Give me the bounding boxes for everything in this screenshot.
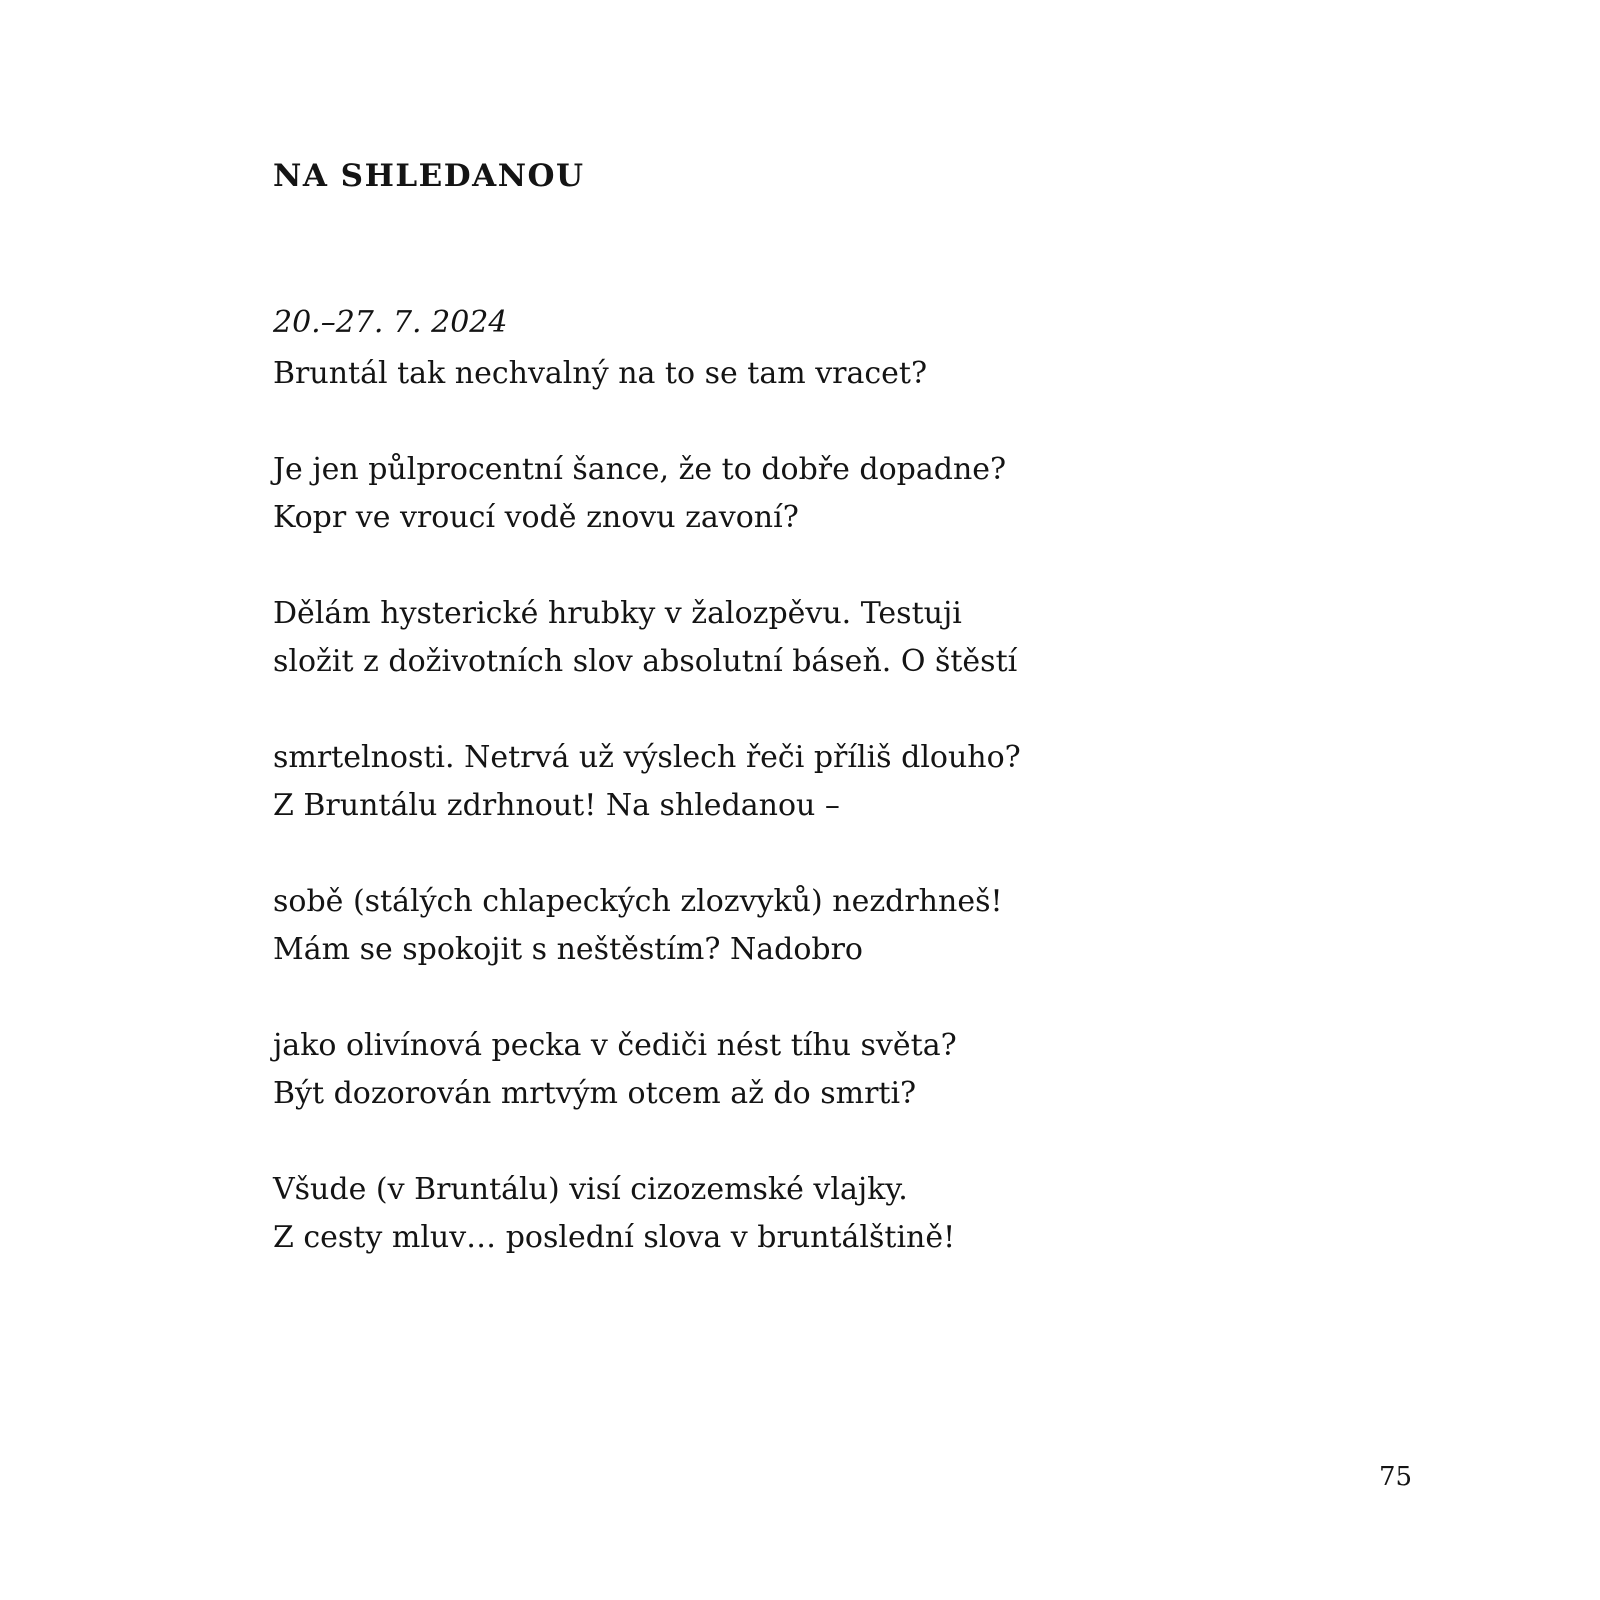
stanza <box>273 1166 955 1262</box>
poem-line: složit z doživotních slov absolutní báseň. O štěstí <box>273 644 1018 679</box>
poem-line: Být dozorován mrtvým otcem až do smrti? <box>273 1076 917 1111</box>
poem-line: Bruntál tak nechvalný na to se tam vracet? <box>273 356 928 391</box>
stanza <box>273 446 1006 542</box>
poem-date: 20.–27. 7. 2024 <box>273 305 508 340</box>
stanza <box>273 1022 957 1118</box>
stanza <box>273 734 1021 830</box>
poem-line: sobě (stálých chlapeckých zlozvyků) nezdrhneš! <box>273 884 1003 919</box>
poem-line: Je jen půlprocentní šance, že to dobře dopadne? <box>273 452 1007 487</box>
poem-line: Mám se spokojit s neštěstím? Nadobro <box>273 932 863 967</box>
poem-line: Všude (v Bruntálu) visí cizozemské vlajky. <box>273 1172 908 1207</box>
poem-line: jako olivínová pecka v čediči nést tíhu světa? <box>273 1028 957 1063</box>
poem-line: Z Bruntálu zdrhnout! Na shledanou – <box>273 788 840 823</box>
page-number: 75 <box>1379 1462 1413 1492</box>
poem-line: Dělám hysterické hrubky v žalozpěvu. Testuji <box>273 596 962 631</box>
stanza <box>273 590 1017 686</box>
poem-line: smrtelnosti. Netrvá už výslech řeči příliš dlouho? <box>273 740 1021 775</box>
poem-line: Kopr ve vroucí vodě znovu zavoní? <box>273 500 799 535</box>
stanza <box>273 350 927 398</box>
poem-line: Z cesty mluv… poslední slova v bruntálštině! <box>273 1220 956 1255</box>
stanza <box>273 878 1003 974</box>
poem-title: NA SHLEDANOU <box>273 158 585 194</box>
